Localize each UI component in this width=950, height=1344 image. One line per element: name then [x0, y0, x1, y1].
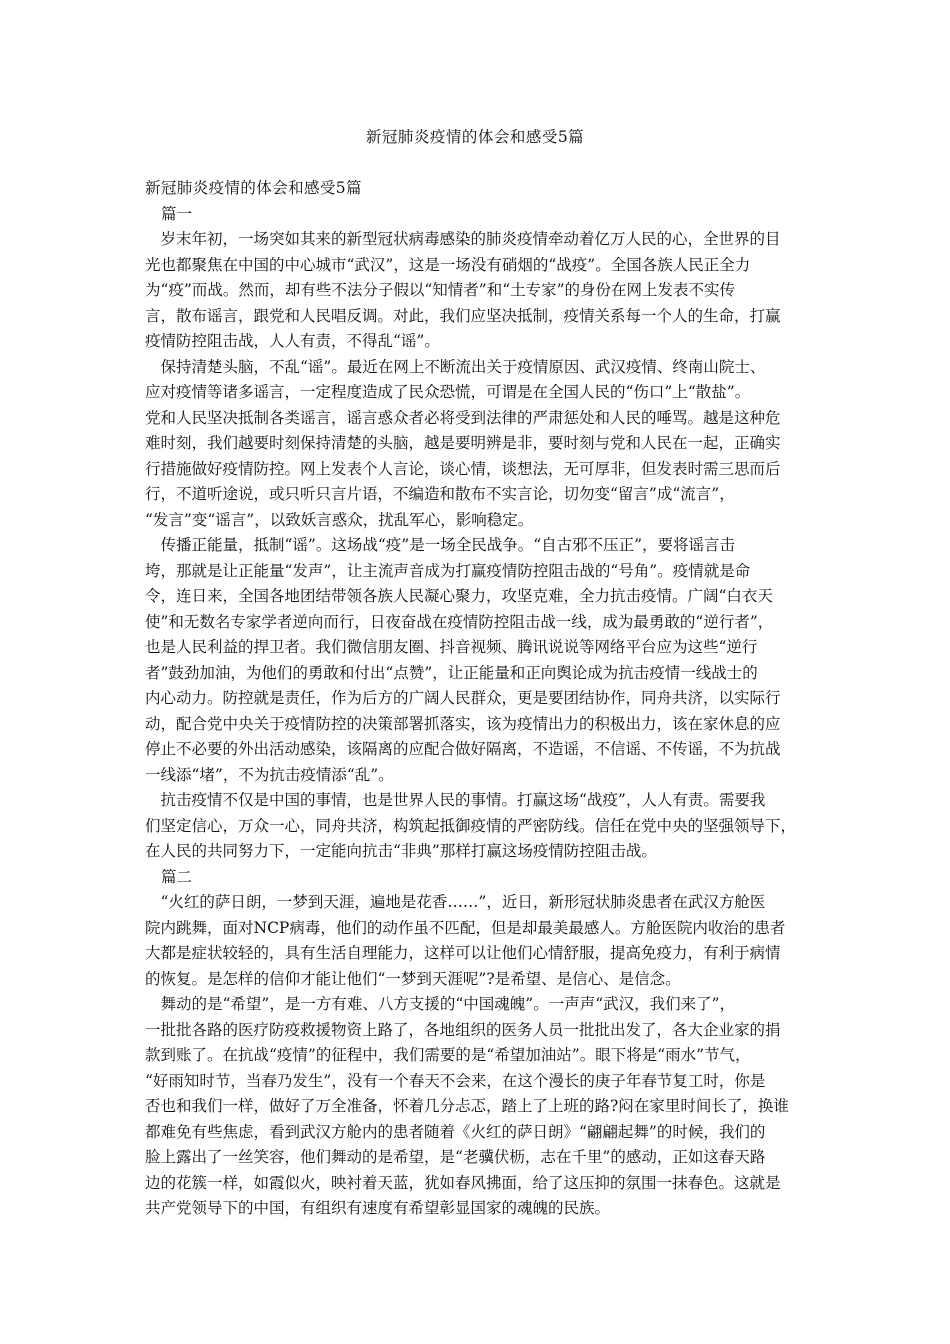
paragraph-line: 行，不道听途说，或只听只言片语，不编造和散布不实言论，切勿变“留言”成“流言”， [145, 485, 735, 503]
document-body [145, 176, 811, 1222]
paragraph-line: 款到账了。在抗战“疫情”的征程中，我们需要的是“希望加油站”。眼下将是“雨水”节气， [145, 1046, 751, 1064]
section-heading: 篇一 [161, 204, 193, 223]
paragraph-line: 光也都聚焦在中国的中心城市“武汉”，这是一场没有硝烟的“战疫”。全国各族人民正全力 [145, 255, 751, 274]
paragraph-line: 难时刻，我们越要时刻保持清楚的头脑，越是要明辨是非，要时刻与党和人民在一起，正确实 [145, 434, 781, 452]
paragraph-line: 岁末年初，一场突如其来的新型冠状病毒感染的肺炎疫情牵动着亿万人民的心，全世界的目 [145, 230, 781, 248]
paragraph-line: 共产党领导下的中国，有组织有速度有希望彰显国家的魂魄的民族。 [145, 1199, 611, 1217]
paragraph-line: “发言”变“谣言”，以致妖言惑众，扰乱军心，影响稳定。 [145, 510, 534, 529]
paragraph-line: 一批批各路的医疗防疫救援物资上路了，各地组织的医务人员一批批出发了，各大企业家的捐 [145, 1020, 781, 1039]
paragraph-line: “火红的萨日朗，一梦到天涯，遍地是花香……”，近日，新形冠状肺炎患者在武汉方舱医 [145, 893, 766, 911]
paragraph-line: 应对疫情等诸多谣言，一定程度造成了民众恐慌，可谓是在全国人民的“伤口”上“散盐”。 [145, 383, 751, 401]
paragraph-line: 脸上露出了一丝笑容，他们舞动的是希望，是“老骥伏枥，志在千里”的感动，正如这春天路 [145, 1148, 766, 1166]
paragraph-line: 动，配合党中央关于疫情防控的决策部署抓落实，该为疫情出力的积极出力，该在家休息的应 [145, 714, 781, 733]
document-title: 新冠肺炎疫情的体会和感受5篇 [365, 128, 585, 146]
document-subtitle: 新冠肺炎疫情的体会和感受5篇 [145, 179, 362, 197]
paragraph-line: 抗击疫情不仅是中国的事情，也是世界人民的事情。打赢这场“战疫”，人人有责。需要我 [145, 791, 766, 809]
paragraph-line: 院内跳舞，面对NCP病毒，他们的动作虽不匹配，但是却最美最感人。方舱医院内收治的患者 [145, 918, 786, 937]
paragraph-line: 们坚定信心，万众一心，同舟共济，构筑起抵御疫情的严密防线。信任在党中央的坚强领导下， [145, 816, 797, 835]
paragraph-line: 为“疫”而战。然而，却有些不法分子假以“知情者”和“土专家”的身份在网上发表不实传 [145, 281, 736, 299]
paragraph-line: 一线添“堵”，不为抗击疫情添“乱”。 [145, 765, 394, 784]
paragraph-line: 停止不必要的外出活动感染，该隔离的应配合做好隔离，不造谣，不信谣、不传谣，不为抗战 [145, 740, 781, 758]
paragraph-line: 令，连日来，全国各地团结带领各族人民凝心聚力，攻坚克难，全力抗击疫情。广阔“白衣天 [145, 587, 773, 605]
paragraph-line: 疫情防控阻击战，人人有责，不得乱“谣”。 [145, 332, 440, 350]
paragraph-line: 的恢复。是怎样的信仰才能让他们“一梦到天涯呢”?是希望、是信心、是信念。 [145, 969, 681, 988]
paragraph-line: 也是人民利益的捍卫者。我们微信朋友圈、抖音视频、腾讯说说等网络平台应为这些“逆行 [145, 638, 758, 656]
paragraph-line: “好雨知时节，当春乃发生”，没有一个春天不会来，在这个漫长的庚子年春节复工时，你是 [145, 1071, 766, 1090]
paragraph-line: 党和人民坚决抵制各类谣言，谣言惑众者必将受到法律的严肃惩处和人民的唾骂。越是这种危 [145, 408, 781, 427]
section-heading: 篇二 [161, 867, 193, 886]
paragraph-line: 言，散布谣言，跟党和人民唱反调。对此，我们应坚决抵制，疫情关系每一个人的生命，打赢 [145, 306, 781, 325]
paragraph-line: 大都是症状较轻的，具有生活自理能力，这样可以让他们心情舒服，提高免疫力，有利于病情 [145, 944, 781, 962]
paragraph-line: 在人民的共同努力下，一定能向抗击“非典”那样打赢这场疫情防控阻击战。 [145, 842, 657, 860]
paragraph-line: 内心动力。防控就是责任，作为后方的广阔人民群众，更是要团结协作，同舟共济，以实际行 [145, 689, 781, 707]
paragraph-line: 垮，那就是让正能量“发声”，让主流声音成为打赢疫情防控阻击战的“号角”。疫情就是命 [145, 561, 751, 580]
paragraph-line: 者”鼓劲加油，为他们的勇敢和付出“点赞”，让正能量和正向舆论成为抗击疫情一线战士的 [145, 663, 758, 682]
paragraph-line: 使”和无数名专家学者逆向而行，日夜奋战在疫情防控阻击战一线，成为最勇敢的“逆行者”， [145, 612, 774, 631]
paragraph-line: 行措施做好疫情防控。网上发表个人言论，谈心情，谈想法，无可厚非，但发表时需三思而后 [145, 459, 781, 478]
paragraph-line: 舞动的是“希望”，是一方有难、八方支援的“中国魂魄”。一声声“武汉，我们来了”， [145, 995, 736, 1013]
paragraph-line: 边的花簇一样，如霞似火，映衬着天蓝，犹如春风拂面，给了这压抑的氛围一抹春色。这就是 [145, 1173, 781, 1192]
paragraph-line: 传播正能量，抵制“谣”。这场战“疫”是一场全民战争。“自古邪不压正”，要将谣言击 [145, 536, 736, 554]
paragraph-line: 都难免有些焦虑，看到武汉方舱内的患者随着《火红的萨日朗》“翩翩起舞”的时候，我们的 [145, 1122, 766, 1141]
paragraph-line: 否也和我们一样，做好了万全准备，怀着几分忐忑，踏上了上班的路?闷在家里时间长了，换谁 [145, 1097, 789, 1115]
paragraph-line: 保持清楚头脑，不乱“谣”。最近在网上不断流出关于疫情原因、武汉疫情、终南山院士、 [145, 357, 766, 376]
